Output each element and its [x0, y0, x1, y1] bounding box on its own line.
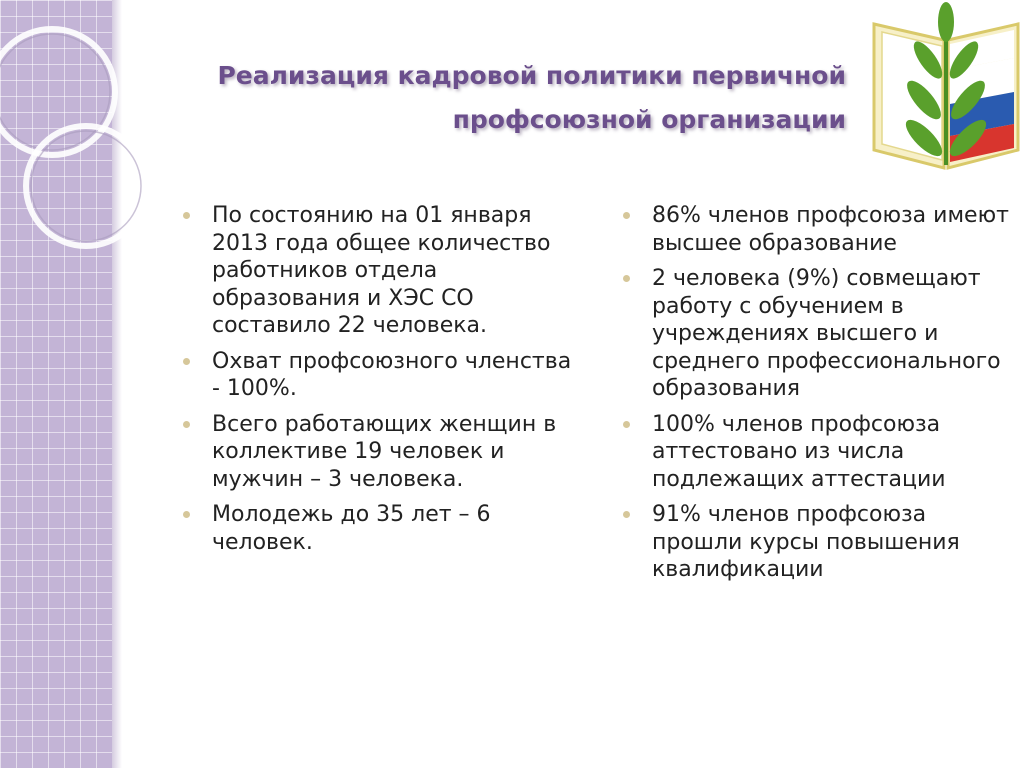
list-item	[620, 501, 1015, 584]
list-item-text: По состоянию на 01 января 2013 года общее количество работников отдела образования и ХЭС СО составило 22 человека.	[212, 203, 551, 338]
list-item	[620, 202, 1015, 257]
list-item	[180, 501, 575, 556]
slide-title	[160, 54, 846, 142]
bullet-dot-icon	[623, 511, 630, 518]
list-item-text: 100% членов профсоюза аттестовано из числа подлежащих аттестации	[652, 411, 946, 492]
list-item	[180, 411, 575, 494]
bullet-dot-icon	[623, 421, 630, 428]
right-bullet-list	[620, 202, 1015, 592]
list-item	[620, 411, 1015, 494]
bullet-dot-icon	[183, 421, 190, 428]
list-item-text: Молодежь до 35 лет – 6 человек.	[212, 502, 491, 555]
trade-union-emblem-icon	[868, 0, 1024, 172]
decorative-rings-icon	[0, 0, 200, 320]
list-item-text: 86% членов профсоюза имеют высшее образование	[652, 203, 1009, 256]
bullet-dot-icon	[183, 212, 190, 219]
bullet-dot-icon	[623, 212, 630, 219]
list-item-text: Охват профсоюзного членства - 100%.	[212, 348, 572, 401]
left-bullet-list	[180, 202, 575, 564]
list-item	[620, 265, 1015, 403]
list-item	[180, 348, 575, 403]
list-item-text: Всего работающих женщин в коллективе 19 человек и мужчин – 3 человека.	[212, 411, 557, 492]
list-item-text: 2 человека (9%) совмещают работу с обучением в учреждениях высшего и среднего профессионального образования	[652, 266, 1001, 401]
bullet-dot-icon	[183, 511, 190, 518]
list-item	[180, 202, 575, 340]
list-item-text: 91% членов профсоюза прошли курсы повышения квалификации	[652, 502, 960, 582]
slide-title-line-1: Реализация кадровой политики первичной	[217, 61, 846, 90]
slide-title-line-2: профсоюзной организации	[452, 105, 846, 134]
bullet-dot-icon	[183, 358, 190, 365]
bullet-dot-icon	[623, 275, 630, 282]
